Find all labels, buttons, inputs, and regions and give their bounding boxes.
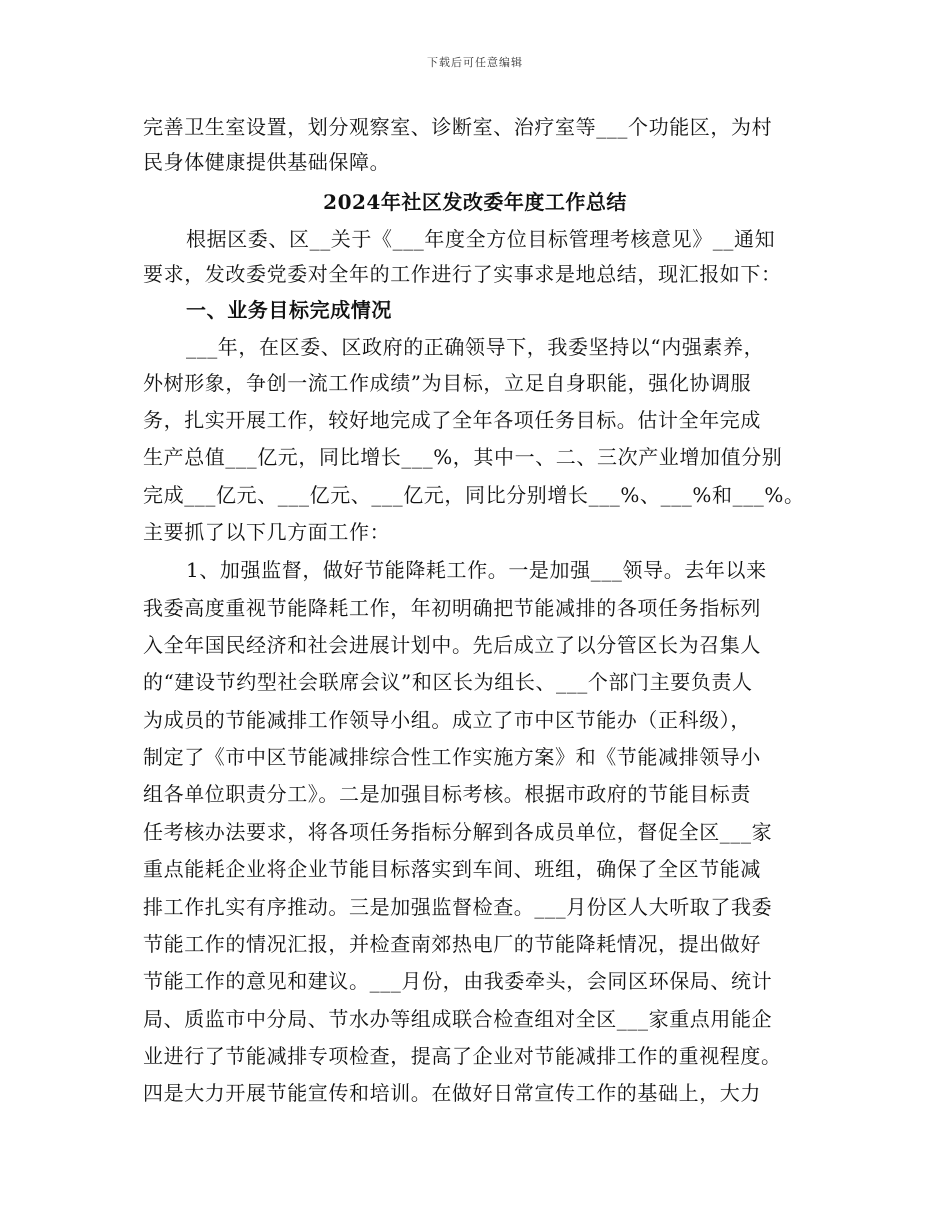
intro-line: 民身体健康提供基础保障。 <box>143 150 391 174</box>
opening-line: 要求，发改委党委对全年的工作进行了实事求是地总结，现汇报如下： <box>143 262 782 286</box>
paragraph-line: 任考核办法要求，将各项任务指标分解到各成员单位，督促全区___家 <box>143 820 773 844</box>
paragraph-line: 主要抓了以下几方面工作： <box>143 520 391 544</box>
paragraph-line: 入全年国民经济和社会进展计划中。先后成立了以分管区长为召集人 <box>143 633 761 657</box>
paragraph-line: 外树形象，争创一流工作成绩”为目标，立足自身职能，强化协调服 <box>143 371 752 395</box>
paragraph-line: ___年，在区委、区政府的正确领导下，我委坚持以“内强素养， <box>186 335 765 359</box>
paragraph-line: 为成员的节能减排工作领导小组。成立了市中区节能办（正科级）， <box>143 708 751 732</box>
paragraph-line: 完成___亿元、___亿元、___亿元，同比分别增长___%、___%和___%。 <box>143 483 805 507</box>
paragraph-line: 1、加强监督，做好节能降耗工作。一是加强___领导。去年以来 <box>186 558 767 582</box>
paragraph-line: 组各单位职责分工》。二是加强目标考核。根据市政府的节能目标责 <box>143 782 751 806</box>
intro-line: 完善卫生室设置，划分观察室、诊断室、治疗室等___个功能区，为村 <box>143 115 773 139</box>
page-header: 下载后可任意编辑 <box>427 56 523 69</box>
paragraph-line: 的“建设节约型社会联席会议”和区长为组长、___个部门主要负责人 <box>143 670 753 694</box>
section-heading: 一、业务目标完成情况 <box>186 298 392 322</box>
paragraph-line: 制定了《市中区节能减排综合性工作实施方案》和《节能减排领导小 <box>143 745 761 769</box>
paragraph-line: 我委高度重视节能降耗工作，年初明确把节能减排的各项任务指标列 <box>143 596 761 620</box>
document-title: 2024年社区发改委年度工作总结 <box>323 190 627 214</box>
paragraph-line: 四是大力开展节能宣传和培训。在做好日常宣传工作的基础上，大力 <box>143 1081 761 1105</box>
paragraph-line: 重点能耗企业将企业节能目标落实到车间、班组，确保了全区节能减 <box>143 857 761 881</box>
opening-line: 根据区委、区__关于《___年度全方位目标管理考核意见》__通知 <box>186 227 776 251</box>
paragraph-line: 局、质监市中分局、节水办等组成联合检查组对全区___家重点用能企 <box>143 1007 773 1031</box>
paragraph-line: 业进行了节能减排专项检查，提高了企业对节能减排工作的重视程度。 <box>143 1044 782 1068</box>
paragraph-line: 节能工作的情况汇报，并检查南郊热电厂的节能降耗情况，提出做好 <box>143 932 761 956</box>
paragraph-line: 节能工作的意见和建议。___月份，由我委牵头，会同区环保局、统计 <box>143 969 773 993</box>
paragraph-line: 排工作扎实有序推动。三是加强监督检查。___月份区人大听取了我委 <box>143 895 773 919</box>
paragraph-line: 生产总值___亿元，同比增长___%，其中一、二、三次产业增加值分别 <box>143 445 783 469</box>
paragraph-line: 务，扎实开展工作，较好地完成了全年各项任务目标。估计全年完成 <box>143 408 761 432</box>
